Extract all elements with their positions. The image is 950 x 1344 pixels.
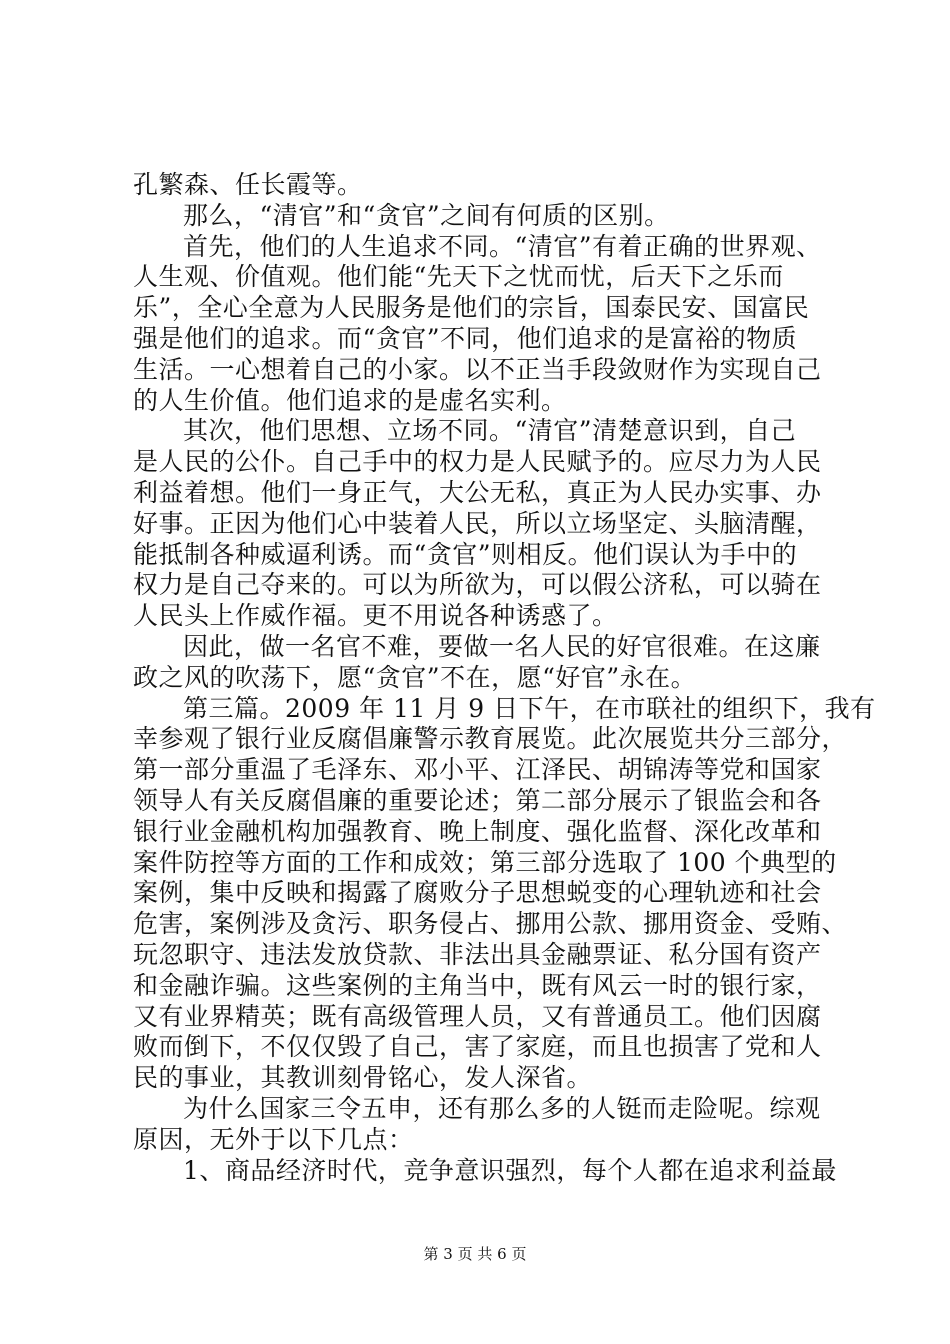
text-line: 好事。正因为他们心中装着人民，所以立场坚定、头脑清醒， <box>133 508 822 538</box>
page-footer: 第 3 页 共 6 页 <box>423 1245 527 1263</box>
text-line: 原因，无外于以下几点： <box>133 1124 414 1154</box>
text-line: 幸参观了银行业反腐倡廉警示教育展览。此次展览共分三部分， <box>133 724 848 754</box>
text-line: 能抵制各种威逼利诱。而“贪官”则相反。他们误认为手中的 <box>133 539 798 569</box>
text-line: 是人民的公仆。自己手中的权力是人民赋予的。应尽力为人民 <box>133 447 822 477</box>
text-line: 生活。一心想着自己的小家。以不正当手段敛财作为实现自己 <box>133 354 822 384</box>
text-line: 强是他们的追求。而“贪官”不同，他们追求的是富裕的物质 <box>133 323 798 353</box>
text-line: 权力是自己夺来的。可以为所欲为，可以假公济私，可以骑在 <box>133 570 822 600</box>
text-line: 利益着想。他们一身正气，大公无私，真正为人民办实事、办 <box>133 477 822 507</box>
text-line: 领导人有关反腐倡廉的重要论述；第二部分展示了银监会和各 <box>133 785 822 815</box>
text-line: 孔繁森、任长霞等。 <box>133 170 363 199</box>
text-line: 危害，案例涉及贪污、职务侵占、挪用公款、挪用资金、受贿、 <box>133 909 848 939</box>
text-line: 案例，集中反映和揭露了腐败分子思想蜕变的心理轨迹和社会 <box>133 878 822 908</box>
text-line: 1、商品经济时代，竞争意识强烈，每个人都在追求利益最 <box>183 1155 837 1185</box>
text-line: 为什么国家三令五申，还有那么多的人铤而走险呢。综观 <box>183 1093 821 1123</box>
text-line: 又有业界精英；既有高级管理人员，又有普通员工。他们因腐 <box>133 1001 822 1031</box>
text-line: 败而倒下，不仅仅毁了自己，害了家庭，而且也损害了党和人 <box>133 1032 822 1062</box>
text-line: 第三篇。2009 年 11 月 9 日下午，在市联社的组织下，我有 <box>183 693 876 723</box>
text-line: 那么，“清官”和“贪官”之间有何质的区别。 <box>183 200 670 230</box>
text-line: 政之风的吹荡下，愿“贪官”不在，愿“好官”永在。 <box>133 662 697 692</box>
text-line: 的人生价值。他们追求的是虚名实利。 <box>133 385 567 415</box>
text-line: 首先，他们的人生追求不同。“清官”有着正确的世界观、 <box>183 231 822 261</box>
text-line: 人生观、价值观。他们能“先天下之忧而忧，后天下之乐而 <box>133 262 784 292</box>
document-body <box>133 170 876 1186</box>
text-line: 乐”，全心全意为人民服务是他们的宗旨，国泰民安、国富民 <box>133 293 810 323</box>
text-line: 民的事业，其教训刻骨铭心，发人深省。 <box>133 1063 593 1093</box>
text-line: 案件防控等方面的工作和成效；第三部分选取了 100 个典型的 <box>133 847 837 877</box>
text-line: 银行业金融机构加强教育、晚上制度、强化监督、深化改革和 <box>133 816 822 846</box>
text-line: 和金融诈骗。这些案例的主角当中，既有风云一时的银行家， <box>133 970 822 1000</box>
text-line: 因此，做一名官不难，要做一名人民的好官很难。在这廉 <box>183 631 821 661</box>
text-line: 玩忽职守、违法发放贷款、非法出具金融票证、私分国有资产 <box>133 939 822 969</box>
text-line: 人民头上作威作福。更不用说各种诱惑了。 <box>133 601 618 631</box>
text-line: 其次，他们思想、立场不同。“清官”清楚意识到，自己 <box>183 416 797 446</box>
text-line: 第一部分重温了毛泽东、邓小平、江泽民、胡锦涛等党和国家 <box>133 755 822 785</box>
